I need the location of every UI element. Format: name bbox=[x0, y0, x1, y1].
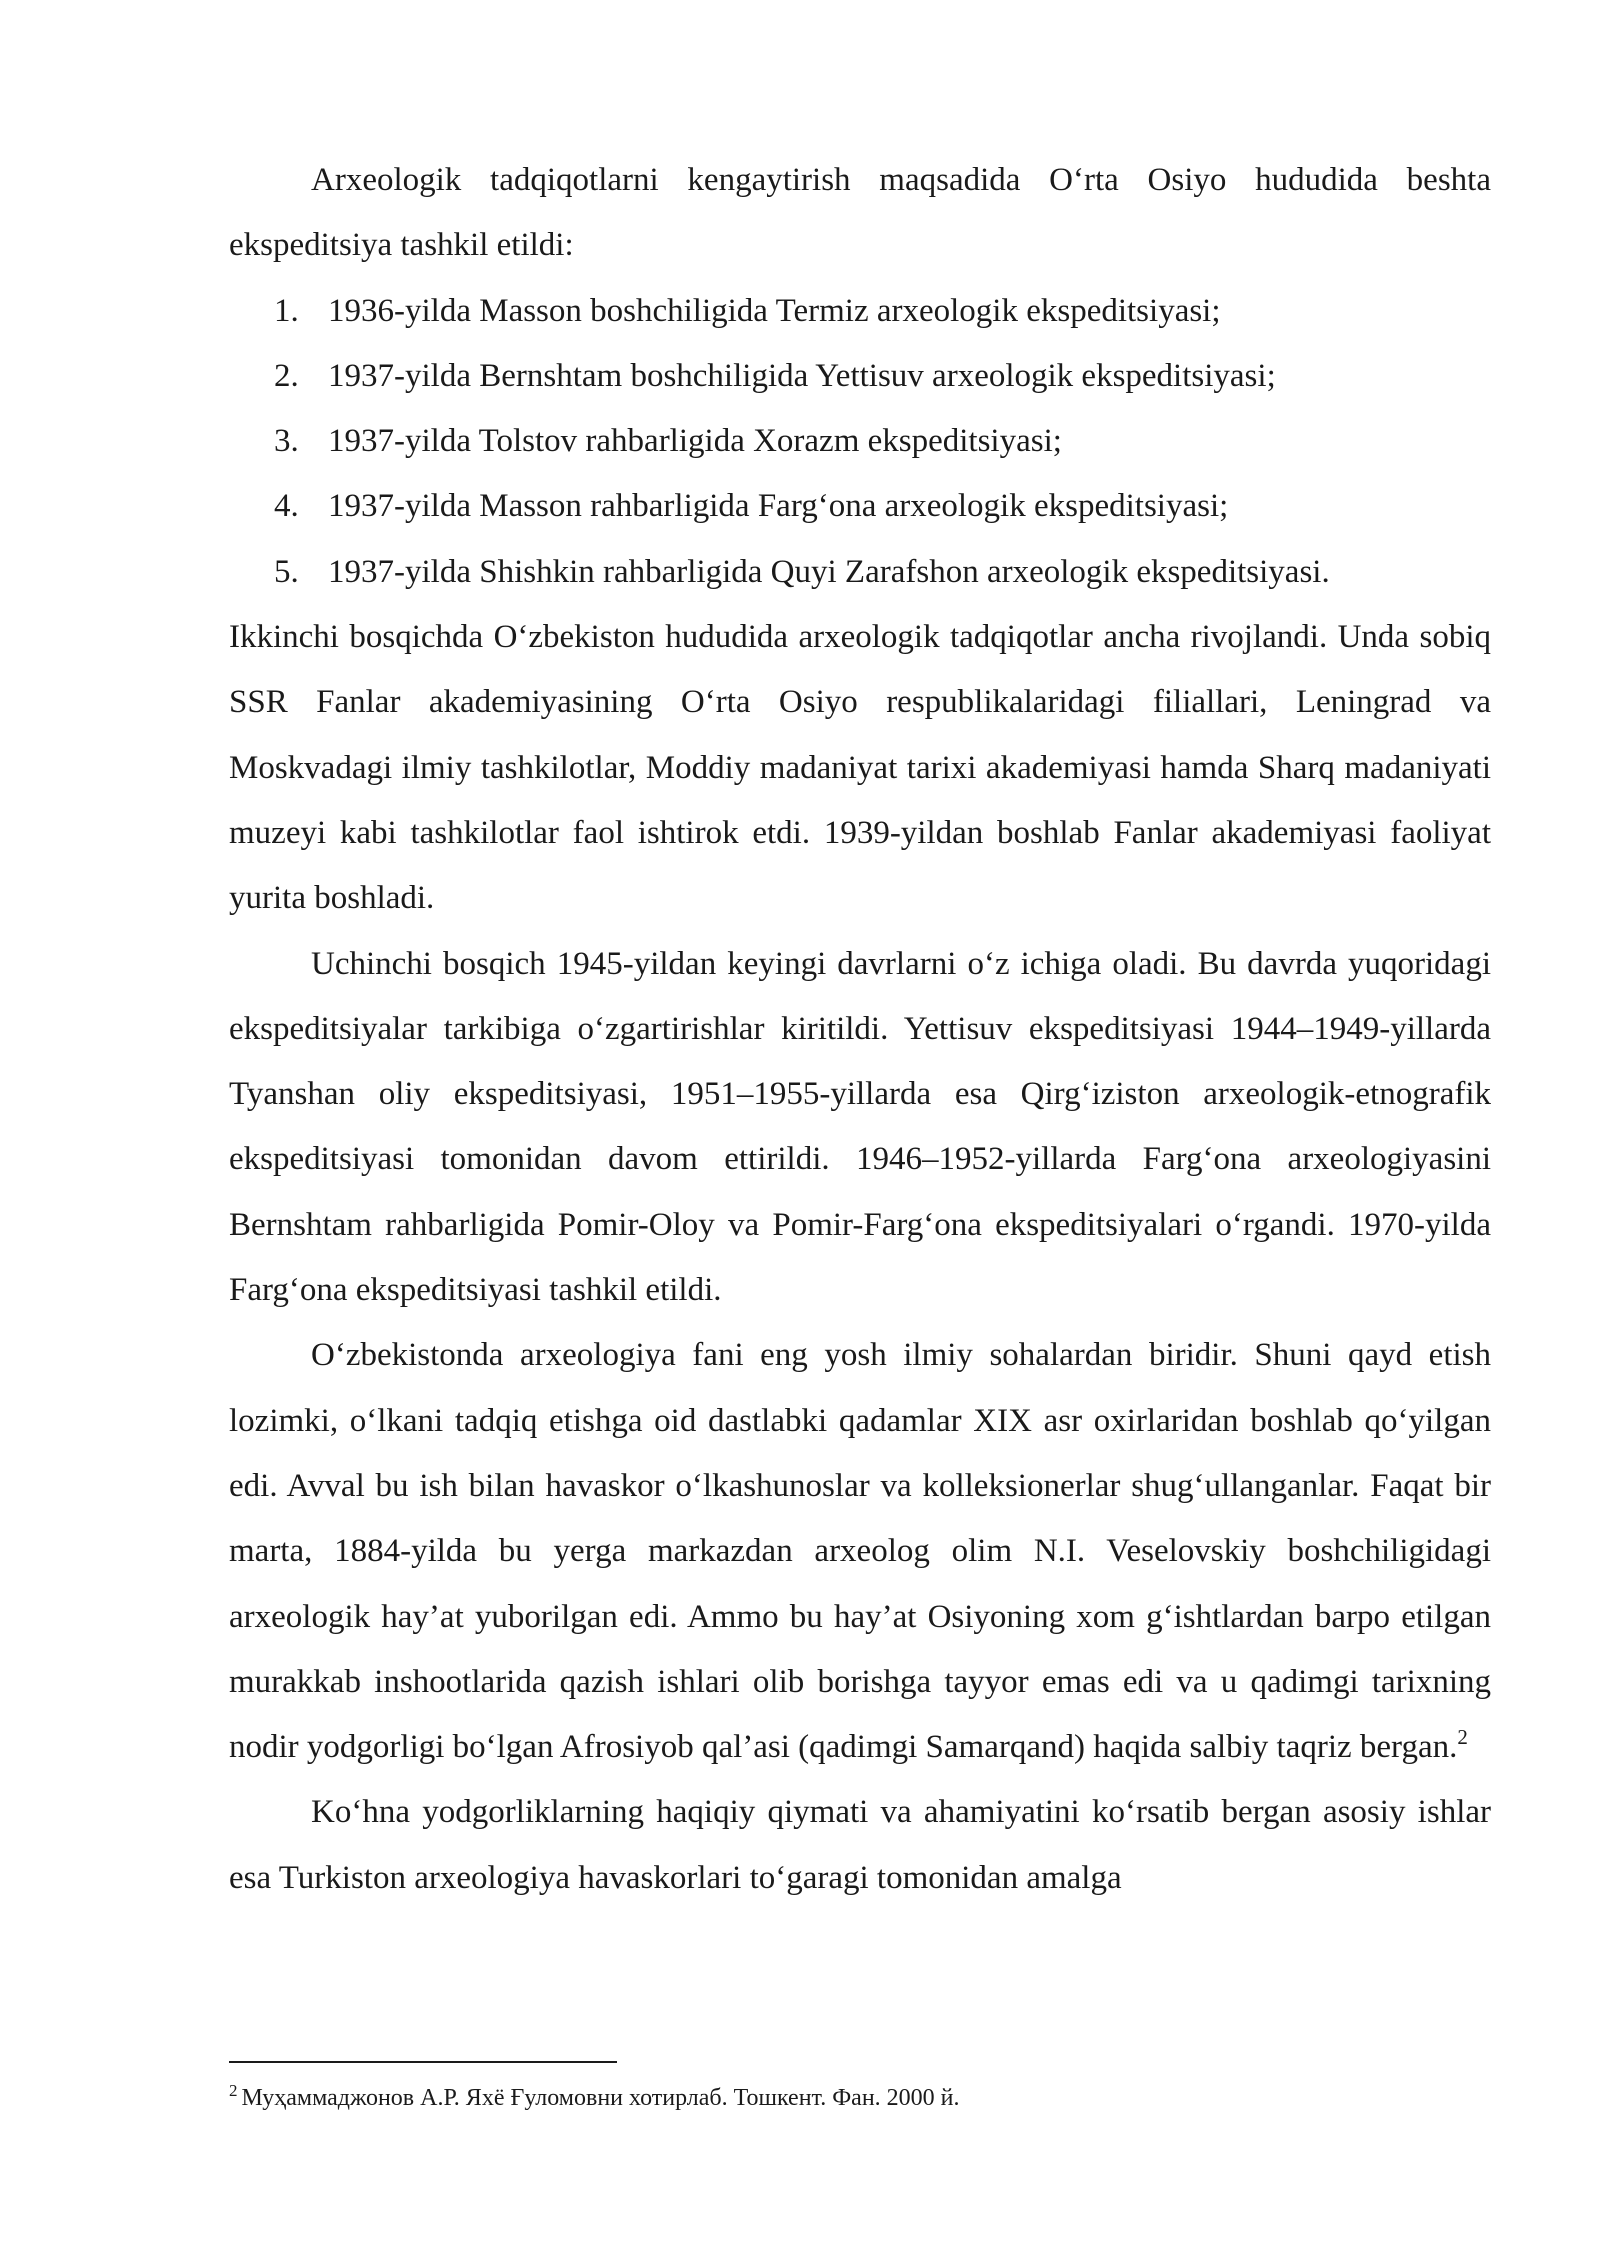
list-item-text: 1936-yilda Masson boshchiligida Termiz arxeologik ekspeditsiyasi; bbox=[328, 292, 1221, 329]
footnote-reference[interactable]: 2 bbox=[1457, 1725, 1468, 1750]
list-item-number: 3. bbox=[274, 423, 299, 460]
intro-paragraph: Arxeologik tadqiqotlarni kengaytirish maqsadida O‘rta Osiyo hududida beshta ekspeditsiya tashkil etildi: bbox=[229, 162, 1491, 264]
list-item-text: 1937-yilda Masson rahbarligida Farg‘ona arxeologik ekspeditsiyasi; bbox=[328, 488, 1229, 525]
list-item bbox=[229, 540, 1491, 605]
list-item bbox=[229, 474, 1491, 539]
footnote-text: Муҳаммаджонов А.Р. Яхё Ғуломовни хотирлаб. Тошкент. Фан. 2000 й. bbox=[241, 2085, 960, 2111]
list-item bbox=[229, 344, 1491, 409]
list-item-number: 2. bbox=[274, 357, 299, 394]
footnote-divider bbox=[229, 2061, 617, 2063]
list-item-number: 4. bbox=[274, 488, 299, 525]
final-paragraph: Ko‘hna yodgorliklarning haqiqiy qiymati va ahamiyatini ko‘rsatib bergan asosiy ishlar esa Turkiston arxeologiya havaskorlari to‘garagi tomonidan amalga bbox=[229, 1794, 1491, 1896]
uzbekistan-archaeology-paragraph bbox=[229, 1323, 1491, 1780]
expedition-list bbox=[229, 279, 1491, 605]
main-text bbox=[229, 148, 1491, 1911]
list-item-number: 5. bbox=[274, 553, 299, 590]
list-item-text: 1937-yilda Tolstov rahbarligida Xorazm ekspeditsiyasi; bbox=[328, 423, 1062, 460]
list-item-text: 1937-yilda Bernshtam boshchiligida Yettisuv arxeologik ekspeditsiyasi; bbox=[328, 357, 1276, 394]
second-stage-paragraph: Ikkinchi bosqichda O‘zbekiston hududida arxeologik tadqiqotlar ancha rivojlandi. Unda sobiq SSR Fanlar akademiyasining O‘rta Osiyo respublikalaridagi filiallari, Leningrad va Moskvadagi ilmiy tashkilotlar, Moddiy madaniyat tarixi akademiyasi hamda Sharq madaniyati muzeyi kabi tashkilotlar faol ishtirok etdi. 1939-yildan boshlab Fanlar akademiyasi faoliyat yurita boshladi. bbox=[229, 619, 1491, 917]
third-stage-paragraph: Uchinchi bosqich 1945-yildan keyingi davrlarni o‘z ichiga oladi. Bu davrda yuqoridagi ekspeditsiyalar tarkibiga o‘zgartirishlar kiritildi. Yettisuv ekspeditsiyasi 1944–1949-yillarda Tyanshan oliy ekspeditsiyasi, 1951–1955-yillarda esa Qirg‘iziston arxeologik-etnografik ekspeditsiyasi tomonidan davom ettirildi. 1946–1952-yillarda Farg‘ona arxeologiyasini Bernshtam rahbarligida Pomir-Oloy va Pomir-Farg‘ona ekspeditsiyalari o‘rgandi. 1970-yilda Farg‘ona ekspeditsiyasi tashkil etildi. bbox=[229, 945, 1491, 1309]
footnote-marker: 2 bbox=[229, 2081, 238, 2100]
list-item bbox=[229, 279, 1491, 344]
list-item bbox=[229, 409, 1491, 474]
uzbekistan-archaeology-text: O‘zbekistonda arxeologiya fani eng yosh ilmiy sohalardan biridir. Shuni qayd etish lozimki, o‘lkani tadqiq etishga oid dastlabki qadamlar XIX asr oxirlaridan boshlab qo‘yilgan edi. Avval bu ish bilan havaskor o‘lkashunoslar va kolleksionerlar shug‘ullanganlar. Faqat bir marta, 1884-yilda bu yerga markazdan arxeolog olim N.I. Veselovskiy boshchiligidagi arxeologik hay’at yuborilgan edi. Ammo bu hay’at Osiyoning xom g‘ishtlardan barpo etilgan murakkab inshootlarida qazish ishlari olib borishga tayyor emas edi va u qadimgi tarixning nodir yodgorligi bo‘lgan Afrosiyob qal’asi (qadimgi Samarqand) haqida salbiy taqriz bergan. bbox=[229, 1337, 1491, 1766]
list-item-text: 1937-yilda Shishkin rahbarligida Quyi Zarafshon arxeologik ekspeditsiyasi. bbox=[328, 553, 1330, 590]
footnote bbox=[229, 2080, 1491, 2116]
list-item-number: 1. bbox=[274, 292, 299, 329]
